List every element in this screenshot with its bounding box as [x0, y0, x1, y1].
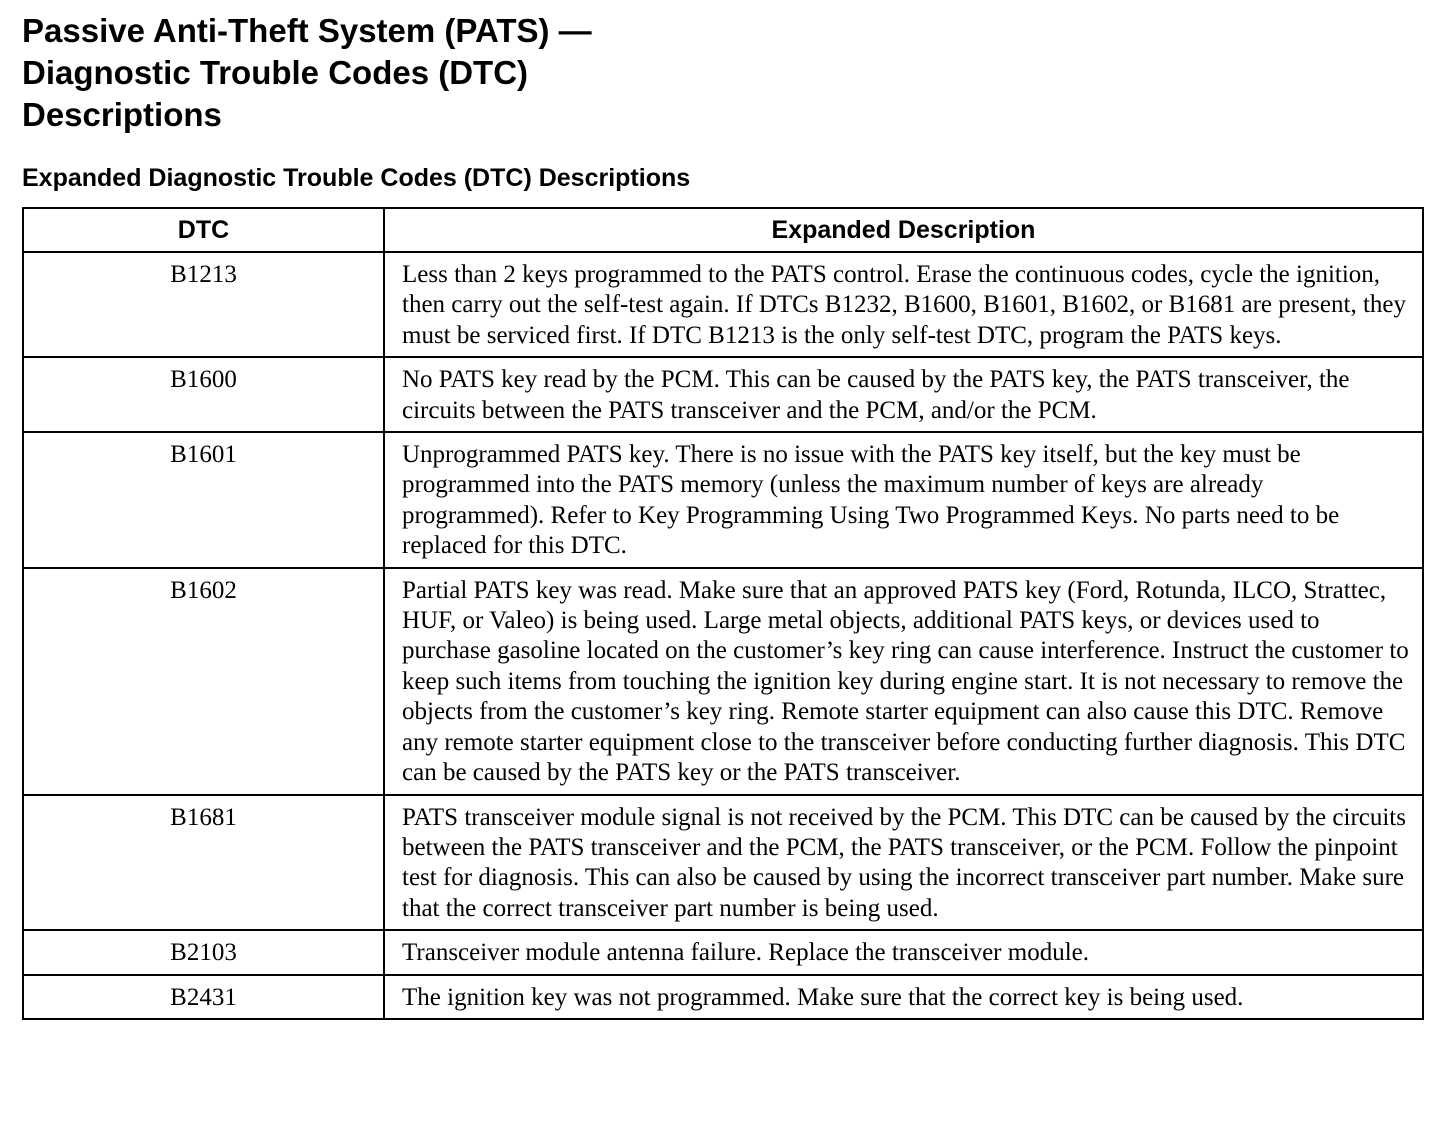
table-row [23, 795, 1423, 931]
dtc-description: PATS transceiver module signal is not received by the PCM. This DTC can be caused by the circuits between the PATS transceiver and the PCM, the PATS transceiver, or the PCM. Follow the pinpoint test for diagnosis. This can also be caused by using the incorrect transceiver part number. Make sure that the correct transceiver part number is being used. [384, 795, 1423, 931]
table-row [23, 432, 1423, 568]
document-page [22, 10, 1422, 1020]
table-row [23, 975, 1423, 1019]
page-title-line-1: Passive Anti-Theft System (PATS) — [22, 12, 592, 49]
dtc-code: B1600 [23, 357, 384, 432]
dtc-description: No PATS key read by the PCM. This can be caused by the PATS key, the PATS transceiver, the circuits between the PATS transceiver and the PCM, and/or the PCM. [384, 357, 1423, 432]
table-row [23, 357, 1423, 432]
table-row [23, 252, 1423, 357]
section-title: Expanded Diagnostic Trouble Codes (DTC) Descriptions [22, 164, 691, 192]
table-row [23, 930, 1423, 974]
table-header-row [23, 208, 1423, 252]
dtc-description: The ignition key was not programmed. Make sure that the correct key is being used. [384, 975, 1423, 1019]
dtc-code: B1601 [23, 432, 384, 568]
dtc-description: Partial PATS key was read. Make sure that an approved PATS key (Ford, Rotunda, ILCO, Strattec, HUF, or Valeo) is being used. Large metal objects, additional PATS keys, or devices used to purchase gasoline located on the customer’s key ring can cause interference. Instruct the customer to keep such items from touching the ignition key during engine start. It is not necessary to remove the objects from the customer’s key ring. Remote starter equipment can also cause this DTC. Remove any remote starter equipment close to the transceiver before conducting further diagnosis. This DTC can be caused by the PATS key or the PATS transceiver. [384, 568, 1423, 795]
dtc-code: B2103 [23, 930, 384, 974]
table-row [23, 568, 1423, 795]
dtc-description: Transceiver module antenna failure. Replace the transceiver module. [384, 930, 1423, 974]
dtc-code: B1681 [23, 795, 384, 931]
dtc-code: B1602 [23, 568, 384, 795]
dtc-description: Unprogrammed PATS key. There is no issue with the PATS key itself, but the key must be programmed into the PATS memory (unless the maximum number of keys are already programmed). Refer to Key Programming Using Two Programmed Keys. No parts need to be replaced for this DTC. [384, 432, 1423, 568]
column-header-dtc: DTC [23, 208, 384, 252]
page-title-line-2: Diagnostic Trouble Codes (DTC) [22, 54, 529, 91]
page-title [22, 10, 1422, 136]
dtc-description: Less than 2 keys programmed to the PATS control. Erase the continuous codes, cycle the ignition, then carry out the self-test again. If DTCs B1232, B1600, B1601, B1602, or B1681 are present, they must be serviced first. If DTC B1213 is the only self-test DTC, program the PATS keys. [384, 252, 1423, 357]
page-title-line-3: Descriptions [22, 96, 222, 133]
dtc-code: B1213 [23, 252, 384, 357]
column-header-description: Expanded Description [384, 208, 1423, 252]
dtc-table [22, 207, 1424, 1020]
dtc-code: B2431 [23, 975, 384, 1019]
